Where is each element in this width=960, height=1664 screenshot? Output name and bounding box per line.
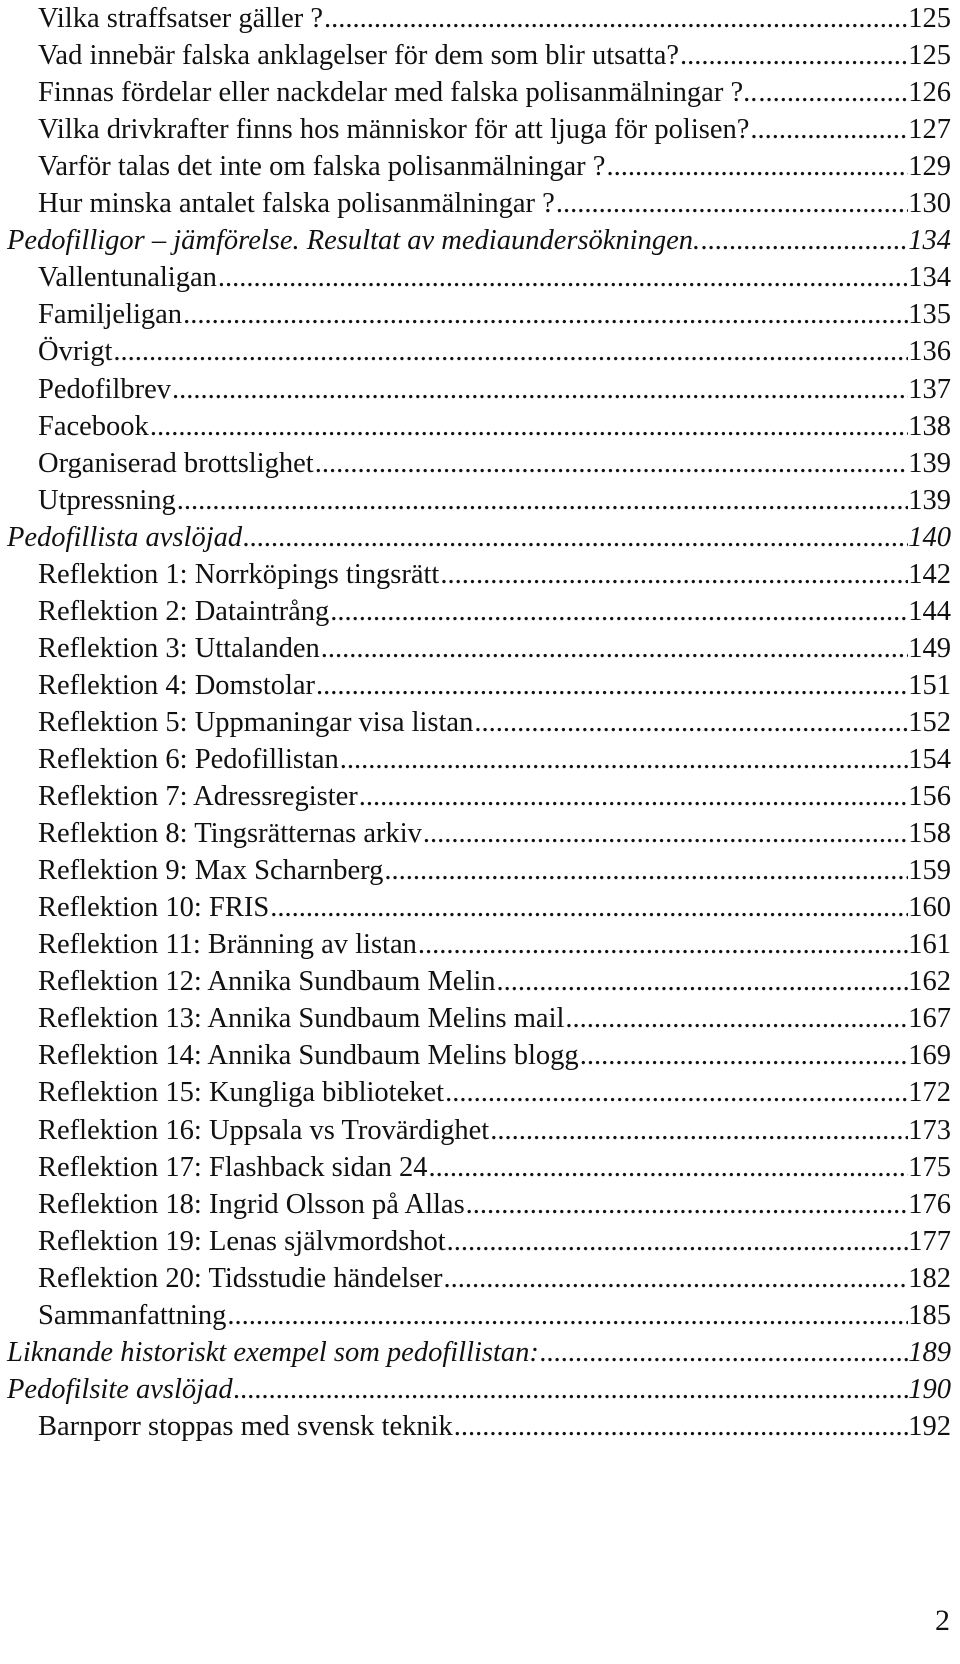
toc-entry-title: Reflektion 16: Uppsala vs Trovärdighet bbox=[38, 1114, 490, 1146]
toc-entry-page: 130 bbox=[908, 188, 951, 220]
toc-entry-title: Pedofilligor – jämförelse. Resultat av mediaundersökningen. bbox=[7, 225, 701, 257]
toc-entry-link[interactable] bbox=[38, 778, 951, 816]
toc-row bbox=[0, 37, 960, 75]
toc-entry-title: Reflektion 6: Pedofillistan bbox=[38, 744, 339, 775]
toc-entry-link[interactable] bbox=[38, 556, 951, 594]
toc-row bbox=[0, 556, 960, 594]
toc-entry-link[interactable] bbox=[38, 111, 951, 149]
toc-dot-leader bbox=[315, 667, 908, 705]
toc-entry-link[interactable] bbox=[38, 926, 951, 964]
toc-row bbox=[0, 704, 960, 742]
toc-entry-page: 129 bbox=[908, 151, 951, 183]
toc-row bbox=[0, 1260, 960, 1298]
toc-entry-page: 169 bbox=[908, 1040, 951, 1072]
toc-entry-link[interactable] bbox=[38, 1408, 951, 1446]
toc-entry-title: Pedofilsite avslöjad bbox=[7, 1373, 233, 1405]
toc-row bbox=[0, 1371, 960, 1409]
toc-dot-leader bbox=[112, 333, 908, 371]
toc-entry-link[interactable] bbox=[38, 593, 951, 631]
toc-entry-link[interactable] bbox=[38, 1186, 951, 1224]
toc-entry-link[interactable] bbox=[38, 445, 951, 483]
toc-entry-link[interactable] bbox=[7, 1371, 951, 1409]
toc-row bbox=[0, 778, 960, 816]
toc-entry-link[interactable] bbox=[38, 889, 951, 927]
toc-entry-title: Reflektion 9: Max Scharnberg bbox=[38, 855, 384, 887]
toc-dot-leader bbox=[358, 778, 908, 816]
toc-entry-page: 160 bbox=[908, 892, 951, 924]
toc-dot-leader bbox=[320, 630, 908, 668]
toc-entry-title: Utpressning bbox=[38, 484, 176, 516]
toc-row bbox=[0, 482, 960, 520]
toc-entry-page: 140 bbox=[908, 521, 951, 553]
toc-row bbox=[0, 1000, 960, 1038]
toc-entry-link[interactable] bbox=[38, 1037, 951, 1075]
toc-row bbox=[0, 1074, 960, 1112]
toc-dot-leader bbox=[539, 1334, 908, 1372]
toc-entry-page: 176 bbox=[908, 1188, 951, 1220]
toc-dot-leader bbox=[579, 1037, 909, 1075]
toc-entry-page: 134 bbox=[908, 225, 951, 257]
toc-entry-title: Vallentunaligan bbox=[38, 262, 217, 294]
toc-entry-title: Hur minska antalet falska polisanmälningar ? bbox=[38, 188, 555, 220]
toc-entry-link[interactable] bbox=[7, 222, 951, 260]
toc-row bbox=[0, 741, 960, 779]
toc-entry-page: 159 bbox=[908, 855, 951, 887]
toc-entry-page: 161 bbox=[908, 929, 951, 961]
toc-dot-leader bbox=[182, 296, 908, 334]
toc-entry-link[interactable] bbox=[38, 148, 951, 186]
toc-row bbox=[0, 1297, 960, 1335]
toc-row bbox=[0, 445, 960, 483]
toc-entry-page: 137 bbox=[908, 373, 951, 405]
toc-entry-link[interactable] bbox=[38, 296, 951, 334]
toc-entry-title: Reflektion 5: Uppmaningar visa listan bbox=[38, 706, 474, 738]
toc-entry-link[interactable] bbox=[38, 0, 951, 38]
toc-entry-title: Organiserad brottslighet bbox=[38, 447, 314, 479]
toc-entry-page: 156 bbox=[908, 781, 951, 813]
toc-entry-page: 189 bbox=[908, 1336, 951, 1368]
toc-dot-leader bbox=[444, 1074, 908, 1112]
toc-entry-title: Reflektion 11: Bränning av listan bbox=[38, 929, 417, 961]
toc-row bbox=[0, 1037, 960, 1075]
toc-entry-title: Reflektion 1: Norrköpings tingsrätt bbox=[38, 558, 440, 590]
toc-entry-link[interactable] bbox=[38, 482, 951, 520]
toc-entry-page: 151 bbox=[908, 669, 951, 701]
toc-row bbox=[0, 408, 960, 446]
toc-entry-page: 134 bbox=[908, 262, 951, 294]
toc-entry-link[interactable] bbox=[38, 1297, 951, 1335]
toc-dot-leader bbox=[465, 1186, 909, 1224]
toc-entry-title: Varför talas det inte om falska polisanmälningar ? bbox=[38, 151, 606, 183]
toc-row bbox=[0, 667, 960, 705]
toc-row bbox=[0, 185, 960, 223]
toc-row bbox=[0, 148, 960, 186]
toc-entry-title: Reflektion 14: Annika Sundbaum Melins blogg bbox=[38, 1040, 579, 1072]
toc-entry-title: Pedofillista avslöjad bbox=[7, 521, 243, 553]
toc-entry-link[interactable] bbox=[38, 74, 951, 112]
toc-dot-leader bbox=[417, 926, 908, 964]
toc-dot-leader bbox=[422, 815, 908, 853]
toc-entry-title: Familjeligan bbox=[38, 299, 183, 331]
toc-dot-leader bbox=[439, 556, 908, 594]
toc-entry-title: Reflektion 4: Domstolar bbox=[38, 669, 316, 701]
toc-row bbox=[0, 259, 960, 297]
toc-row bbox=[0, 1186, 960, 1224]
toc-entry-page: 182 bbox=[908, 1262, 951, 1294]
toc-row bbox=[0, 111, 960, 149]
page-number: 2 bbox=[935, 1604, 950, 1637]
toc-row bbox=[0, 852, 960, 890]
toc-row bbox=[0, 815, 960, 853]
toc-dot-leader bbox=[489, 1112, 908, 1150]
toc-entry-title: Reflektion 8: Tingsrätternas arkiv bbox=[38, 818, 422, 850]
toc-entry-link[interactable] bbox=[38, 333, 951, 371]
toc-dot-leader bbox=[329, 593, 908, 631]
toc-entry-page: 125 bbox=[908, 3, 951, 34]
toc-entry-title: Finnas fördelar eller nackdelar med falska polisanmälningar ?.. bbox=[38, 77, 758, 109]
toc-dot-leader bbox=[149, 408, 908, 446]
toc-entry-page: 162 bbox=[908, 966, 951, 998]
toc-dot-leader bbox=[233, 1371, 909, 1409]
toc-dot-leader bbox=[453, 1408, 908, 1446]
toc-entry-page: 136 bbox=[908, 336, 951, 368]
toc-entry-page: 192 bbox=[908, 1410, 951, 1442]
toc-row bbox=[0, 963, 960, 1001]
toc-dot-leader bbox=[269, 889, 908, 927]
toc-dot-leader bbox=[176, 482, 909, 520]
toc-entry-page: 139 bbox=[908, 447, 951, 479]
toc-dot-leader bbox=[700, 222, 908, 260]
toc-dot-leader bbox=[339, 741, 908, 779]
toc-entry-link[interactable] bbox=[38, 815, 951, 853]
toc-entry-title: Reflektion 19: Lenas självmordshot bbox=[38, 1225, 446, 1257]
toc-row bbox=[0, 1112, 960, 1150]
toc-entry-link[interactable] bbox=[7, 519, 951, 557]
toc-dot-leader bbox=[555, 185, 908, 223]
toc-row bbox=[0, 371, 960, 409]
toc-entry-page: 190 bbox=[908, 1373, 951, 1405]
toc-entry-page: 126 bbox=[908, 77, 951, 109]
toc-entry-link[interactable] bbox=[38, 1112, 951, 1150]
toc-dot-leader bbox=[323, 0, 908, 38]
toc-entry-link[interactable] bbox=[38, 371, 951, 409]
toc-entry-page: 158 bbox=[908, 818, 951, 850]
toc-entry-page: 172 bbox=[908, 1077, 951, 1109]
toc-entry-link[interactable] bbox=[38, 185, 951, 223]
toc-entry-title: Sammanfattning bbox=[38, 1299, 227, 1331]
toc-entry-page: 177 bbox=[908, 1225, 951, 1257]
toc-entry-title: Reflektion 18: Ingrid Olsson på Allas bbox=[38, 1188, 465, 1220]
toc-entry-link[interactable] bbox=[38, 630, 951, 668]
toc-entry-title: Reflektion 10: FRIS bbox=[38, 892, 270, 924]
toc-entry-title: Reflektion 15: Kungliga biblioteket bbox=[38, 1077, 445, 1109]
toc-row bbox=[0, 1408, 960, 1446]
toc-entry-link[interactable] bbox=[38, 963, 951, 1001]
toc-row bbox=[0, 0, 960, 38]
toc-dot-leader bbox=[427, 1149, 908, 1187]
toc-row bbox=[0, 926, 960, 964]
toc-entry-title: Facebook bbox=[38, 410, 149, 442]
toc-entry-link[interactable] bbox=[38, 1000, 951, 1038]
toc-row bbox=[0, 1149, 960, 1187]
toc-row bbox=[0, 889, 960, 927]
toc-entry-title: Reflektion 2: Dataintrång bbox=[38, 595, 330, 627]
toc-dot-leader bbox=[383, 852, 908, 890]
toc-entry-page: 149 bbox=[908, 632, 951, 664]
toc-dot-leader bbox=[564, 1000, 908, 1038]
toc-dot-leader bbox=[749, 111, 908, 149]
toc-entry-title: Barnporr stoppas med svensk teknik bbox=[38, 1410, 453, 1442]
toc-entry-link[interactable] bbox=[38, 1149, 951, 1187]
toc-entry-title: Reflektion 12: Annika Sundbaum Melin bbox=[38, 966, 496, 998]
toc-entry-page: 167 bbox=[908, 1003, 951, 1035]
toc-entry-title: Reflektion 20: Tidsstudie händelser bbox=[38, 1262, 443, 1294]
toc-dot-leader bbox=[473, 704, 908, 742]
toc-entry-link[interactable] bbox=[38, 259, 951, 297]
toc-entry-link[interactable] bbox=[38, 1074, 951, 1112]
toc-entry-page: 175 bbox=[908, 1151, 951, 1183]
toc-row bbox=[0, 333, 960, 371]
toc-entry-link[interactable] bbox=[38, 704, 951, 742]
toc-row bbox=[0, 296, 960, 334]
toc-dot-leader bbox=[443, 1260, 909, 1298]
toc-row bbox=[0, 593, 960, 631]
toc-entry-page: 127 bbox=[908, 114, 951, 146]
toc-entry-link[interactable] bbox=[38, 37, 951, 75]
toc-entry-link[interactable] bbox=[38, 1260, 951, 1298]
toc-row bbox=[0, 222, 960, 260]
toc-entry-page: 135 bbox=[908, 299, 951, 331]
toc-row bbox=[0, 1334, 960, 1372]
toc-dot-leader bbox=[757, 74, 908, 112]
toc-entry-link[interactable] bbox=[38, 667, 951, 705]
toc-entry-title: Pedofilbrev bbox=[38, 373, 171, 405]
toc-entry-title: Vilka straffsatser gäller ? bbox=[38, 3, 324, 34]
toc-entry-page: 138 bbox=[908, 410, 951, 442]
toc-entry-page: 154 bbox=[908, 744, 951, 775]
toc-row bbox=[0, 519, 960, 557]
toc-entry-link[interactable] bbox=[38, 408, 951, 446]
toc-dot-leader bbox=[496, 963, 909, 1001]
toc-entry-page: 185 bbox=[908, 1299, 951, 1331]
toc-entry-link[interactable] bbox=[7, 1334, 951, 1372]
toc-entry-title: Vilka drivkrafter finns hos människor för att ljuga för polisen? bbox=[38, 114, 750, 146]
toc-row bbox=[0, 1223, 960, 1261]
toc-entry-title: Vad innebär falska anklagelser för dem som blir utsatta? bbox=[38, 40, 680, 72]
toc-entry-link[interactable] bbox=[38, 1223, 951, 1261]
toc-entry-title: Reflektion 13: Annika Sundbaum Melins mail bbox=[38, 1003, 565, 1035]
toc-row bbox=[0, 74, 960, 112]
toc-entry-title: Liknande historiskt exempel som pedofillistan: bbox=[7, 1336, 539, 1368]
toc-entry-page: 142 bbox=[908, 558, 951, 590]
toc-dot-leader bbox=[314, 445, 909, 483]
toc-entry-page: 173 bbox=[908, 1114, 951, 1146]
toc-dot-leader bbox=[679, 37, 908, 75]
toc-dot-leader bbox=[217, 259, 908, 297]
toc-entry-title: Övrigt bbox=[38, 336, 113, 368]
toc-entry-title: Reflektion 17: Flashback sidan 24 bbox=[38, 1151, 428, 1183]
toc-entry-page: 152 bbox=[908, 706, 951, 738]
toc-entry-link[interactable] bbox=[38, 852, 951, 890]
toc-dot-leader bbox=[171, 371, 908, 409]
toc-row bbox=[0, 630, 960, 668]
toc-entry-title: Reflektion 7: Adressregister bbox=[38, 781, 358, 813]
toc-dot-leader bbox=[446, 1223, 909, 1261]
toc-dot-leader bbox=[242, 519, 908, 557]
toc-entry-title: Reflektion 3: Uttalanden bbox=[38, 632, 320, 664]
toc-dot-leader bbox=[226, 1297, 908, 1335]
toc-entry-page: 144 bbox=[908, 595, 951, 627]
toc-entry-page: 139 bbox=[908, 484, 951, 516]
toc-entry-link[interactable] bbox=[38, 741, 951, 779]
toc-entry-page: 125 bbox=[908, 40, 951, 72]
toc-dot-leader bbox=[605, 148, 908, 186]
